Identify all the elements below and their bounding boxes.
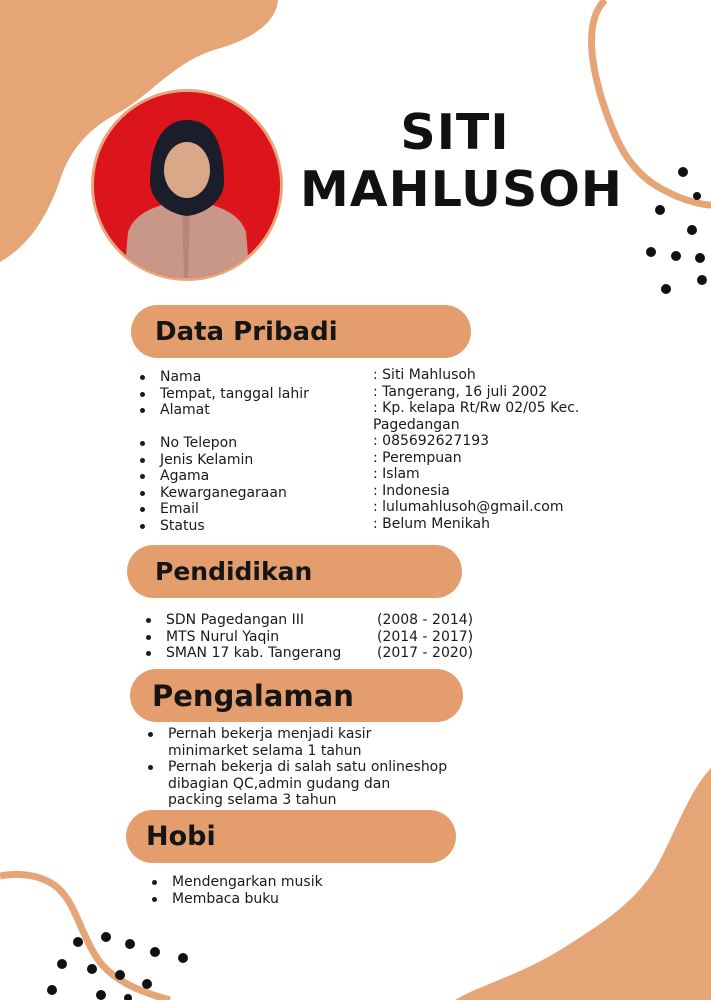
school-years: (2014 - 2017) — [377, 628, 474, 645]
personal-labels-list — [140, 369, 370, 534]
section-title-hobbies: Hobi — [146, 821, 216, 852]
personal-values-list — [373, 367, 603, 532]
personal-value: Pagedangan — [373, 416, 460, 433]
hobbies-list — [152, 874, 402, 907]
profile-photo — [91, 89, 283, 281]
education-years-list — [377, 612, 497, 662]
section-title-experience: Pengalaman — [152, 678, 354, 713]
personal-value: : Belum Menikah — [373, 515, 491, 532]
section-header-experience — [130, 669, 463, 722]
personal-value: : Tangerang, 16 juli 2002 — [373, 383, 548, 400]
education-list — [146, 612, 376, 662]
personal-label: Agama — [140, 468, 370, 485]
personal-label: Email — [140, 501, 370, 518]
personal-label: Jenis Kelamin — [140, 452, 370, 469]
experience-item: Pernah bekerja menjadi kasir minimarket selama 1 tahun — [148, 726, 448, 759]
section-title-personal: Data Pribadi — [155, 316, 338, 347]
name-line-1: SITI — [400, 104, 510, 161]
section-header-education — [127, 545, 462, 598]
personal-label: No Telepon — [140, 435, 370, 452]
personal-label: Kewarganegaraan — [140, 485, 370, 502]
school-item: SDN Pagedangan III — [146, 612, 376, 629]
personal-value: : lulumahlusoh@gmail.com — [373, 499, 564, 515]
personal-value: : Perempuan — [373, 449, 462, 466]
school-years: (2008 - 2014) — [377, 612, 474, 628]
personal-value: : 085692627193 — [373, 433, 490, 449]
personal-value: : Indonesia — [373, 482, 450, 499]
section-header-hobbies — [126, 810, 456, 863]
bottom-right-blob — [455, 768, 711, 1000]
personal-label: Nama — [140, 369, 370, 386]
hobby-item: Mendengarkan musik — [152, 874, 402, 891]
experience-item: Pernah bekerja di salah satu onlineshop dibagian QC,admin gudang dan packing selama 3 tahun — [148, 759, 448, 809]
personal-label: Status — [140, 518, 370, 535]
full-name — [300, 104, 623, 218]
personal-value: : Siti Mahlusoh — [373, 367, 476, 383]
personal-value: : Islam — [373, 466, 420, 482]
dots-bottom-left — [47, 932, 188, 1000]
section-header-personal — [131, 305, 471, 358]
person-silhouette-icon — [94, 92, 280, 278]
school-item: MTS Nurul Yaqin — [146, 629, 376, 646]
experience-list — [148, 726, 448, 809]
school-item: SMAN 17 kab. Tangerang — [146, 645, 376, 662]
personal-label: Alamat — [140, 402, 370, 419]
personal-label: Tempat, tanggal lahir — [140, 386, 370, 403]
name-line-2: MAHLUSOH — [300, 161, 623, 218]
hobby-item: Membaca buku — [152, 891, 402, 908]
school-years: (2017 - 2020) — [377, 645, 474, 661]
section-title-education: Pendidikan — [155, 557, 313, 586]
personal-value: : Kp. kelapa Rt/Rw 02/05 Kec. — [373, 400, 580, 416]
